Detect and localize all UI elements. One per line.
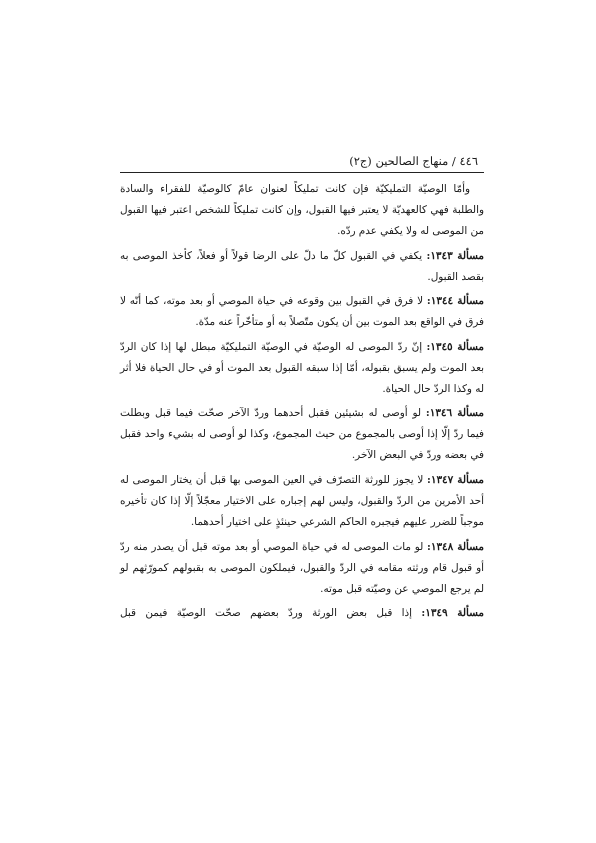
paragraph-text: يكفي في القبول كلّ ما دلّ على الرضا قولاً أو فعلاً، كأخذ الموصى به بقصد القبول. <box>120 249 484 283</box>
running-header: ٤٤٦ / منهاج الصالحين (ج٢) <box>349 154 478 168</box>
masala-label: مسألة ١٣٤٤: <box>426 295 484 308</box>
paragraph-text: لو أوصى له بشيئين فقبل أحدهما وردّ الآخر صحّت فيما قبل وبطلت فيما ردّ إلّا إذا أوصى بالمجموع من حيث المجموع، وكذا لو أوصى له بشيء واحد فقبل في بعضه وردّ في البعض الآخر. <box>120 407 484 462</box>
masala-label: مسألة ١٣٤٣: <box>426 249 484 262</box>
paragraph-masala-1344 <box>120 291 484 333</box>
masala-label: مسألة ١٣٤٦: <box>425 407 484 420</box>
paragraph-text: لو مات الموصى له في حياة الموصي أو بعد موته قبل أن يصدر منه ردّ أو قبول قام ورثته مقامه في الردّ والقبول، فيملكون الموصى به بقبولهم كمورّثهم لو لم يرجع الموصي عن وصيّته قبل موته. <box>120 540 484 595</box>
header-divider <box>120 172 484 173</box>
page-body <box>120 179 484 628</box>
masala-label: مسألة ١٣٤٧: <box>427 473 484 486</box>
page-header <box>120 152 484 172</box>
paragraph-masala-1347 <box>120 470 484 533</box>
paragraph-masala-1343 <box>120 246 484 288</box>
paragraph-intro <box>120 179 484 242</box>
paragraph-text: لا يجوز للورثة التصرّف في العين الموصى بها قبل أن يختار الموصى له أحد الأمرين من الردّ والقبول، وليس لهم إجباره على الاختيار معجّلاً إلّا إذا كان تأخيره موجباً للضرر عليهم فيجبره الحاكم الشرعي حينئذٍ على اختيار أحدهما. <box>120 473 484 528</box>
paragraph-masala-1345 <box>120 337 484 400</box>
masala-label: مسألة ١٣٤٩: <box>421 607 484 620</box>
masala-label: مسألة ١٣٤٥: <box>426 340 484 353</box>
masala-label: مسألة ١٣٤٨: <box>427 540 485 553</box>
paragraph-masala-1349 <box>120 603 484 624</box>
paragraph-masala-1348 <box>120 537 484 600</box>
paragraph-masala-1346 <box>120 403 484 466</box>
paragraph-text: لا فرق في القبول بين وقوعه في حياة الموصي أو بعد موته، كما أنّه لا فرق في الواقع بعد الموت بين أن يكون متّصلاً به أو متأخّراً عنه مدّة. <box>120 295 484 329</box>
paragraph-text: إنّ ردّ الموصى له الوصيّة في الوصيّة التمليكيّة مبطل لها إذا كان الردّ بعد الموت ولم يسبق بقبوله، أمّا إذا سبقه القبول بعد الموت أو في حال الحياة فلا أثر له وكذا الردّ حال الحياة. <box>120 340 484 395</box>
paragraph-text: وأمّا الوصيّة التمليكيّة فإن كانت تمليكاً لعنوان عامّ كالوصيّة للفقراء والسادة والطلبة فهي كالعهديّة لا يعتبر فيها القبول، وإن كانت تمليكاً للشخص اعتبر فيها القبول من الموصى له ولا يكفي عدم ردّه. <box>120 183 484 237</box>
paragraph-text: إذا قبل بعض الورثة وردّ بعضهم صحّت الوصيّة فيمن قبل <box>120 607 422 620</box>
